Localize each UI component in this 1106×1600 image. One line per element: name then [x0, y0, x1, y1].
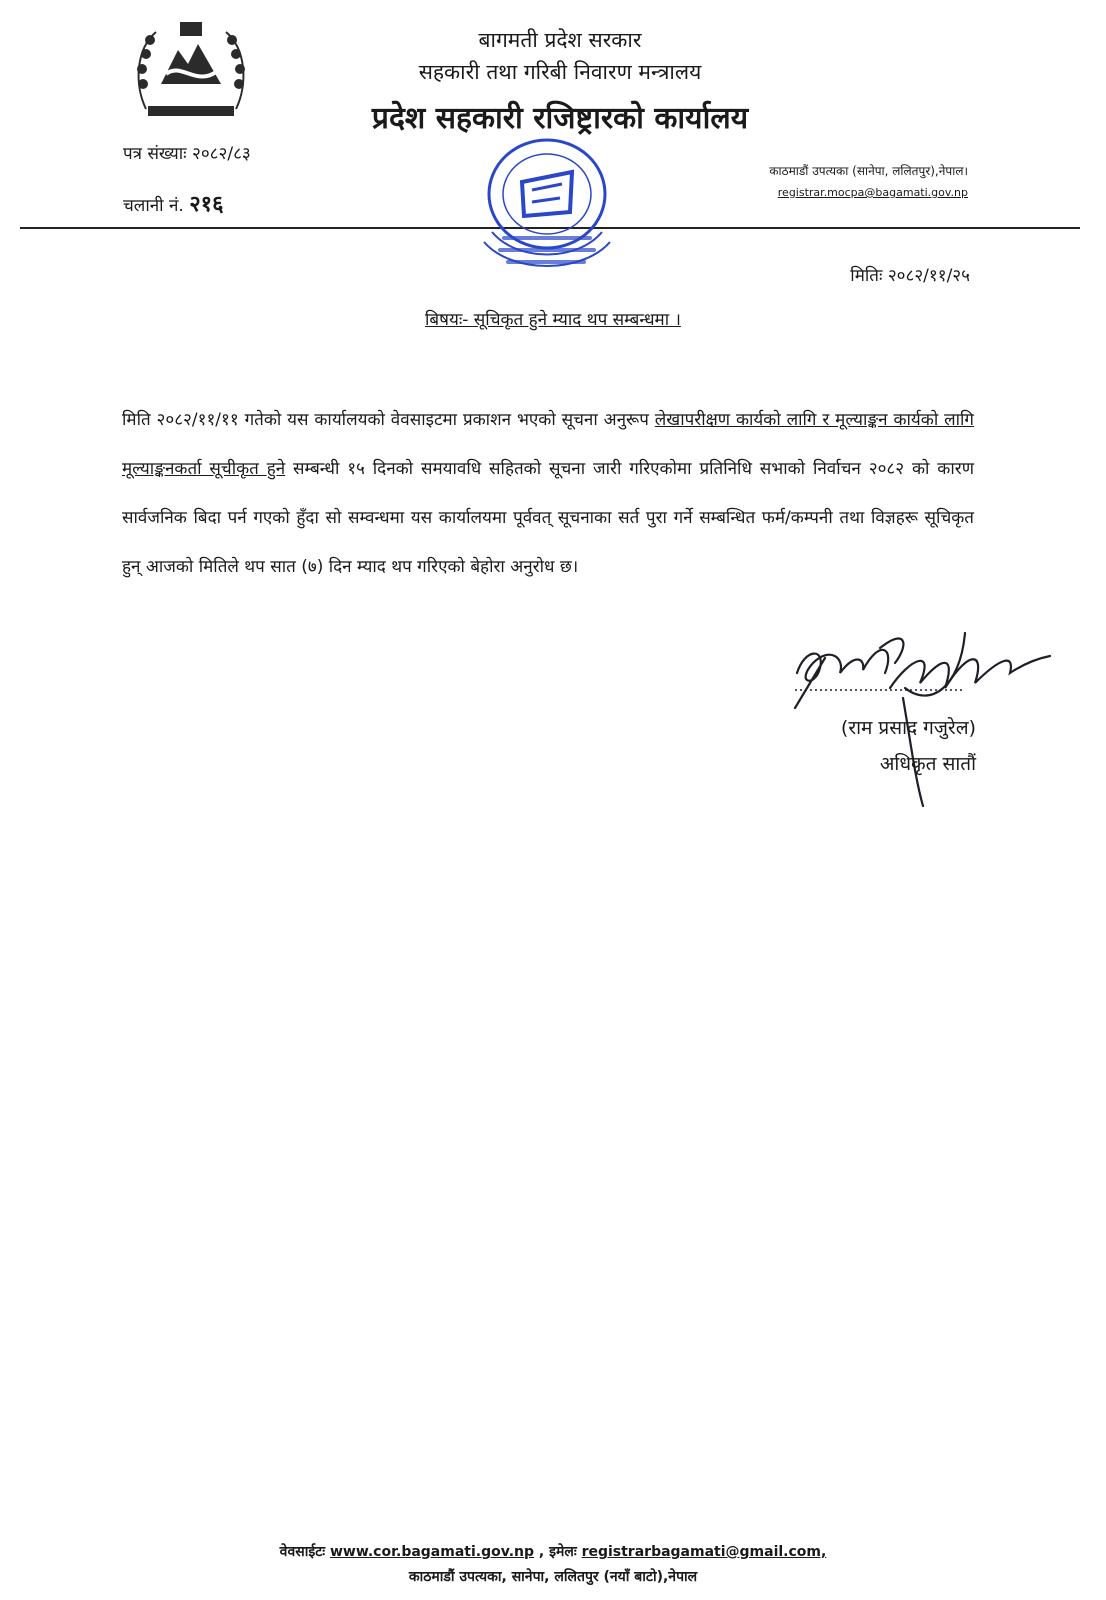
office-name: प्रदेश सहकारी रजिष्ट्रारको कार्यालय: [371, 101, 749, 136]
chalani-number: [123, 188, 224, 218]
patra-label: पत्र संख्याः: [123, 144, 187, 164]
date-label: मितिः: [850, 266, 883, 286]
footer-website-link[interactable]: www.cor.bagamati.gov.np: [329, 1544, 535, 1560]
footer-email-label: , इमेलः: [538, 1544, 577, 1560]
nepal-emblem-icon: [126, 14, 256, 126]
signatory-designation: अधिकृत सातौं: [879, 753, 976, 775]
office-seal-stamp-icon: [462, 132, 632, 282]
body-part-2: सम्बन्धी १५ दिनको समयावधि सहितको सूचना जारी गरिएकोमा प्रतिनिधि सभाको निर्वाचन २०८२ को कारण सार्वजनिक बिदा पर्न गएको हुँदा सो सम्वन्धमा यस कार्यालयमा पूर्ववत् सूचनाका सर्त पुरा गर्ने सम्बन्धित फर्म/कम्पनी तथा विज्ञहरू सूचिकृत हुन् आजको मितिले थप सात (७) दिन म्याद थप गरिएको बेहोरा अनुरोध छ।: [122, 459, 974, 577]
date-value: २०८२/११/२५: [887, 266, 970, 286]
chalani-value: २१६: [189, 191, 224, 217]
chalani-label: चलानी नं.: [123, 196, 184, 216]
subject-text: बिषयः- सूचिकृत हुने म्याद थप सम्बन्धमा ।: [425, 310, 681, 330]
office-email: registrar.mocpa@bagamati.gov.np: [777, 186, 968, 199]
footer-email-link[interactable]: registrarbagamati@gmail.com,: [581, 1544, 827, 1560]
footer-website-label: वेवसाईटः: [279, 1544, 326, 1560]
footer-address: काठमाडौं उपत्यका, सानेपा, ललितपुर (नयाँ बाटो),नेपाल: [408, 1569, 698, 1585]
ministry-name: सहकारी तथा गरिबी निवारण मन्त्रालय: [418, 60, 702, 84]
letter-date: [850, 263, 970, 286]
office-address: काठमाडौं उपत्यका (सानेपा, ललितपुर),नेपाल।: [769, 164, 968, 178]
government-name: बागमती प्रदेश सरकार: [478, 28, 642, 52]
body-underlined: लेखापरीक्षण कार्यको लागि र मूल्याङ्कन कार्यको लागि मूल्याङ्कनकर्ता सूचीकृत हुने: [122, 410, 974, 479]
patra-value: २०८२/८३: [191, 144, 251, 164]
letter-subject: [0, 307, 1106, 330]
patra-sankhya: [123, 141, 251, 164]
body-part-1: मिति २०८२/११/११ गतेको यस कार्यालयको वेवसाइटमा प्रकाशन भएको सूचना अनुरूप: [122, 410, 655, 430]
signatory-name: (राम प्रसाद गजुरेल): [840, 717, 976, 739]
footer-contact: [0, 1542, 1106, 1561]
letter-body: [122, 396, 974, 592]
